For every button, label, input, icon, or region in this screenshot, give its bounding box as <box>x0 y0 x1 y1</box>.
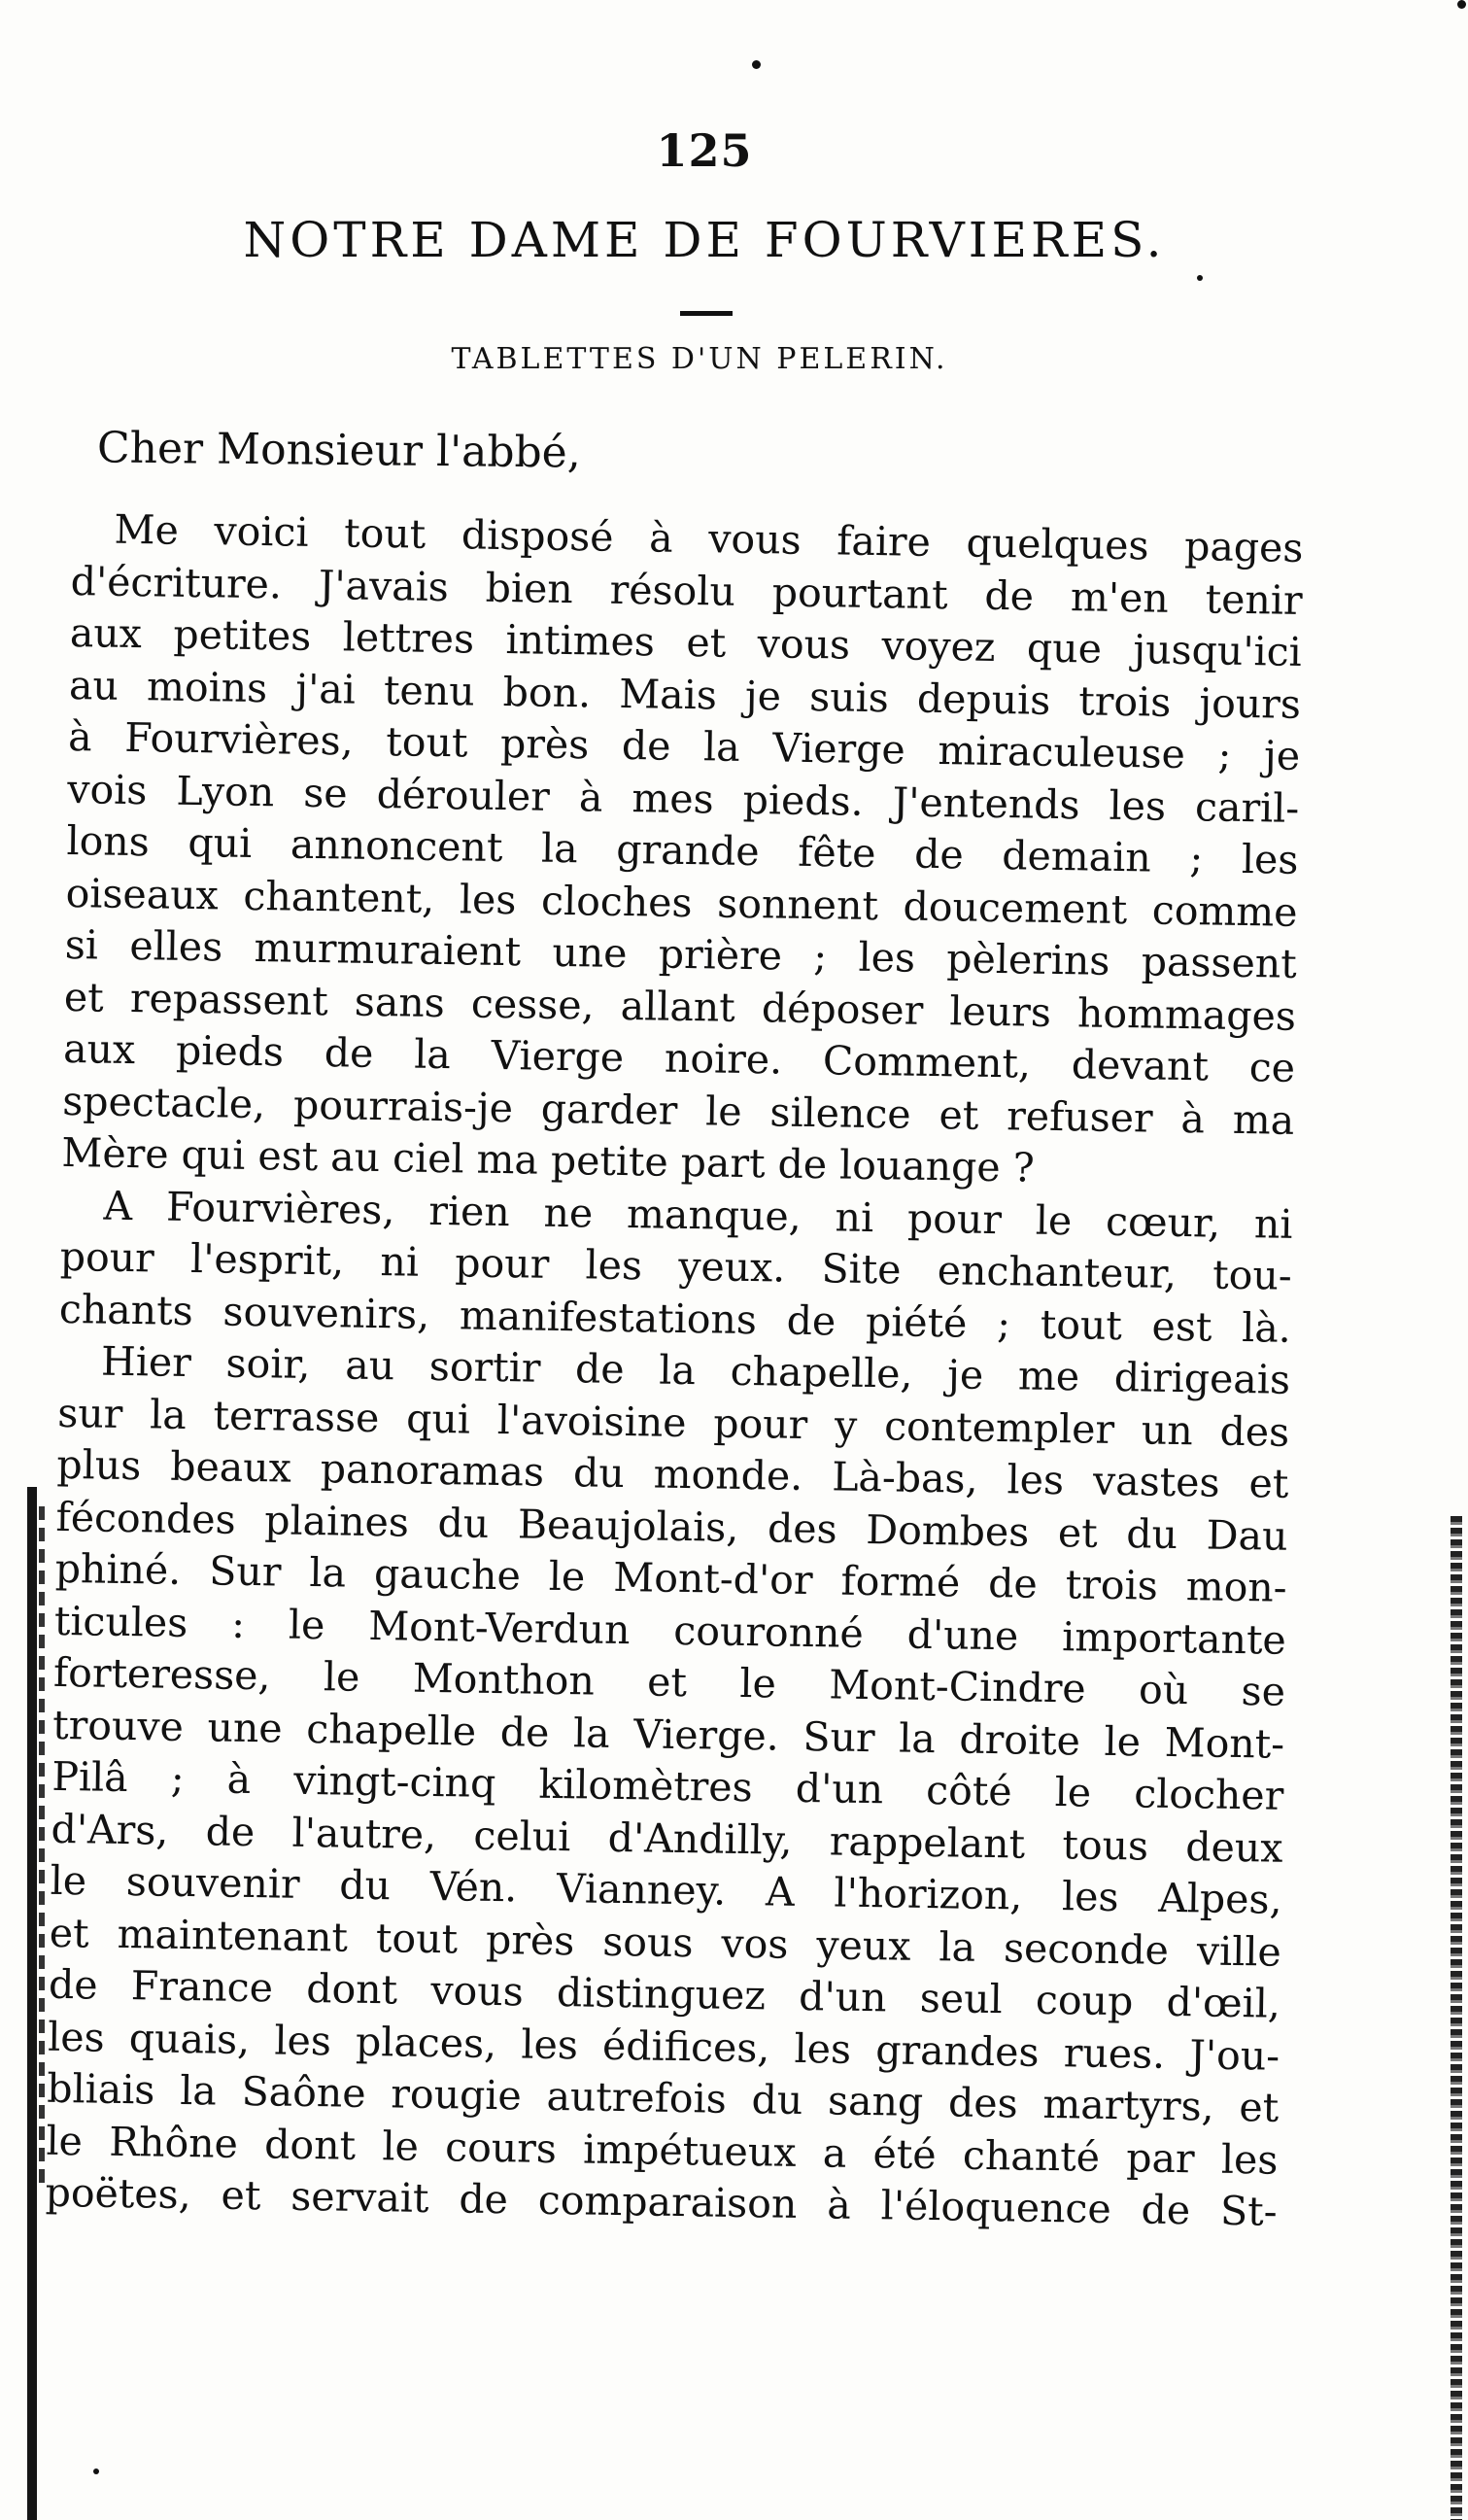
text-line: lons qui annoncent la grande fête de demain ; les <box>66 816 1299 883</box>
text-line: Hier soir, au sortir de la chapelle, je me dirigeais <box>100 1337 1291 1403</box>
text-line: Pilâ ; à vingt-cinq kilomètres d'un côté le clocher <box>51 1752 1284 1819</box>
text-line: et repassent sans cesse, allant déposer leurs hommages <box>63 973 1297 1040</box>
text-line: chants souvenirs, manifestations de piété ; tout est là. <box>58 1285 1292 1352</box>
text-line: le Rhône dont le cours impétueux a été chanté par les <box>46 2117 1279 2184</box>
title-divider <box>680 311 733 316</box>
text-line: le souvenir du Vén. Vianney. A l'horizon, les Alpes, <box>50 1856 1282 1923</box>
text-line: d'Ars, de l'autre, celui d'Andilly, rappelant tous deux <box>51 1805 1283 1872</box>
text-line: plus beaux panoramas du monde. Là-bas, les vastes et <box>56 1440 1289 1507</box>
scan-left-edge-texture <box>39 1506 45 2187</box>
text-line: forteresse, le Monthon et le Mont-Cindre où se <box>52 1648 1286 1715</box>
text-line: A Fourvières, rien ne manque, ni pour le cœur, ni <box>103 1182 1293 1248</box>
scan-speck <box>1197 275 1203 281</box>
text-line: poëtes, et servait de comparaison à l'éloquence de St- <box>45 2168 1278 2235</box>
text-line: Mère qui est au ciel ma petite part de louange ? <box>61 1128 1036 1191</box>
scan-speck <box>93 2468 99 2474</box>
text-line: ticules : le Mont-Verdun couronné d'une importante <box>53 1597 1287 1664</box>
text-line: Me voici tout disposé à vous faire quelques pages <box>114 505 1304 571</box>
text-line: spectacle, pourrais-je garder le silence et refuser à ma <box>61 1077 1295 1144</box>
text-line: aux petites lettres intimes et vous voyez que jusqu'ici <box>69 608 1303 675</box>
letter-salutation: Cher Monsieur l'abbé, <box>96 423 582 478</box>
text-line: sur la terrasse qui l'avoisine pour y contempler un des <box>56 1389 1290 1456</box>
letter-body <box>45 503 1304 2238</box>
scan-right-edge-shadow <box>1451 1516 1462 2520</box>
page-number: 125 <box>656 124 753 177</box>
text-line: pour l'esprit, ni pour les yeux. Site enchanteur, tou- <box>59 1232 1293 1299</box>
text-line: si elles murmuraient une prière ; les pèlerins passent <box>64 920 1298 987</box>
text-line: vois Lyon se dérouler à mes pieds. J'entends les caril- <box>67 765 1300 832</box>
scan-speck <box>1457 0 1466 9</box>
text-line: oiseaux chantent, les cloches sonnent doucement comme <box>65 869 1298 936</box>
text-line: au moins j'ai tenu bon. Mais je suis depuis trois jours <box>68 661 1302 728</box>
text-line: aux pieds de la Vierge noire. Comment, devant ce <box>62 1024 1296 1091</box>
chapter-subtitle: TABLETTES D'UN PELERIN. <box>451 342 948 376</box>
text-line: trouve une chapelle de la Vierge. Sur la droite le Mont- <box>51 1701 1285 1768</box>
scan-left-edge-shadow <box>27 1487 37 2520</box>
text-line: de France dont vous distinguez d'un seul coup d'œil, <box>48 1960 1281 2027</box>
text-line: phiné. Sur la gauche le Mont-d'or formé de trois mon- <box>54 1544 1288 1611</box>
text-line: bliais la Saône rougie autrefois du sang des martyrs, et <box>47 2064 1280 2131</box>
scan-speck <box>752 60 761 69</box>
text-line: d'écriture. J'avais bien résolu pourtant de m'en tenir <box>70 557 1303 624</box>
text-line: fécondes plaines du Beaujolais, des Dombes et du Dau <box>55 1493 1288 1560</box>
text-line: et maintenant tout près sous vos yeux la seconde ville <box>49 1909 1282 1976</box>
chapter-title: NOTRE DAME DE FOURVIERES. <box>243 212 1166 268</box>
text-line: les quais, les places, les édifices, les grandes rues. J'ou- <box>47 2013 1280 2080</box>
text-line: à Fourvières, tout près de la Vierge miraculeuse ; je <box>67 712 1301 779</box>
